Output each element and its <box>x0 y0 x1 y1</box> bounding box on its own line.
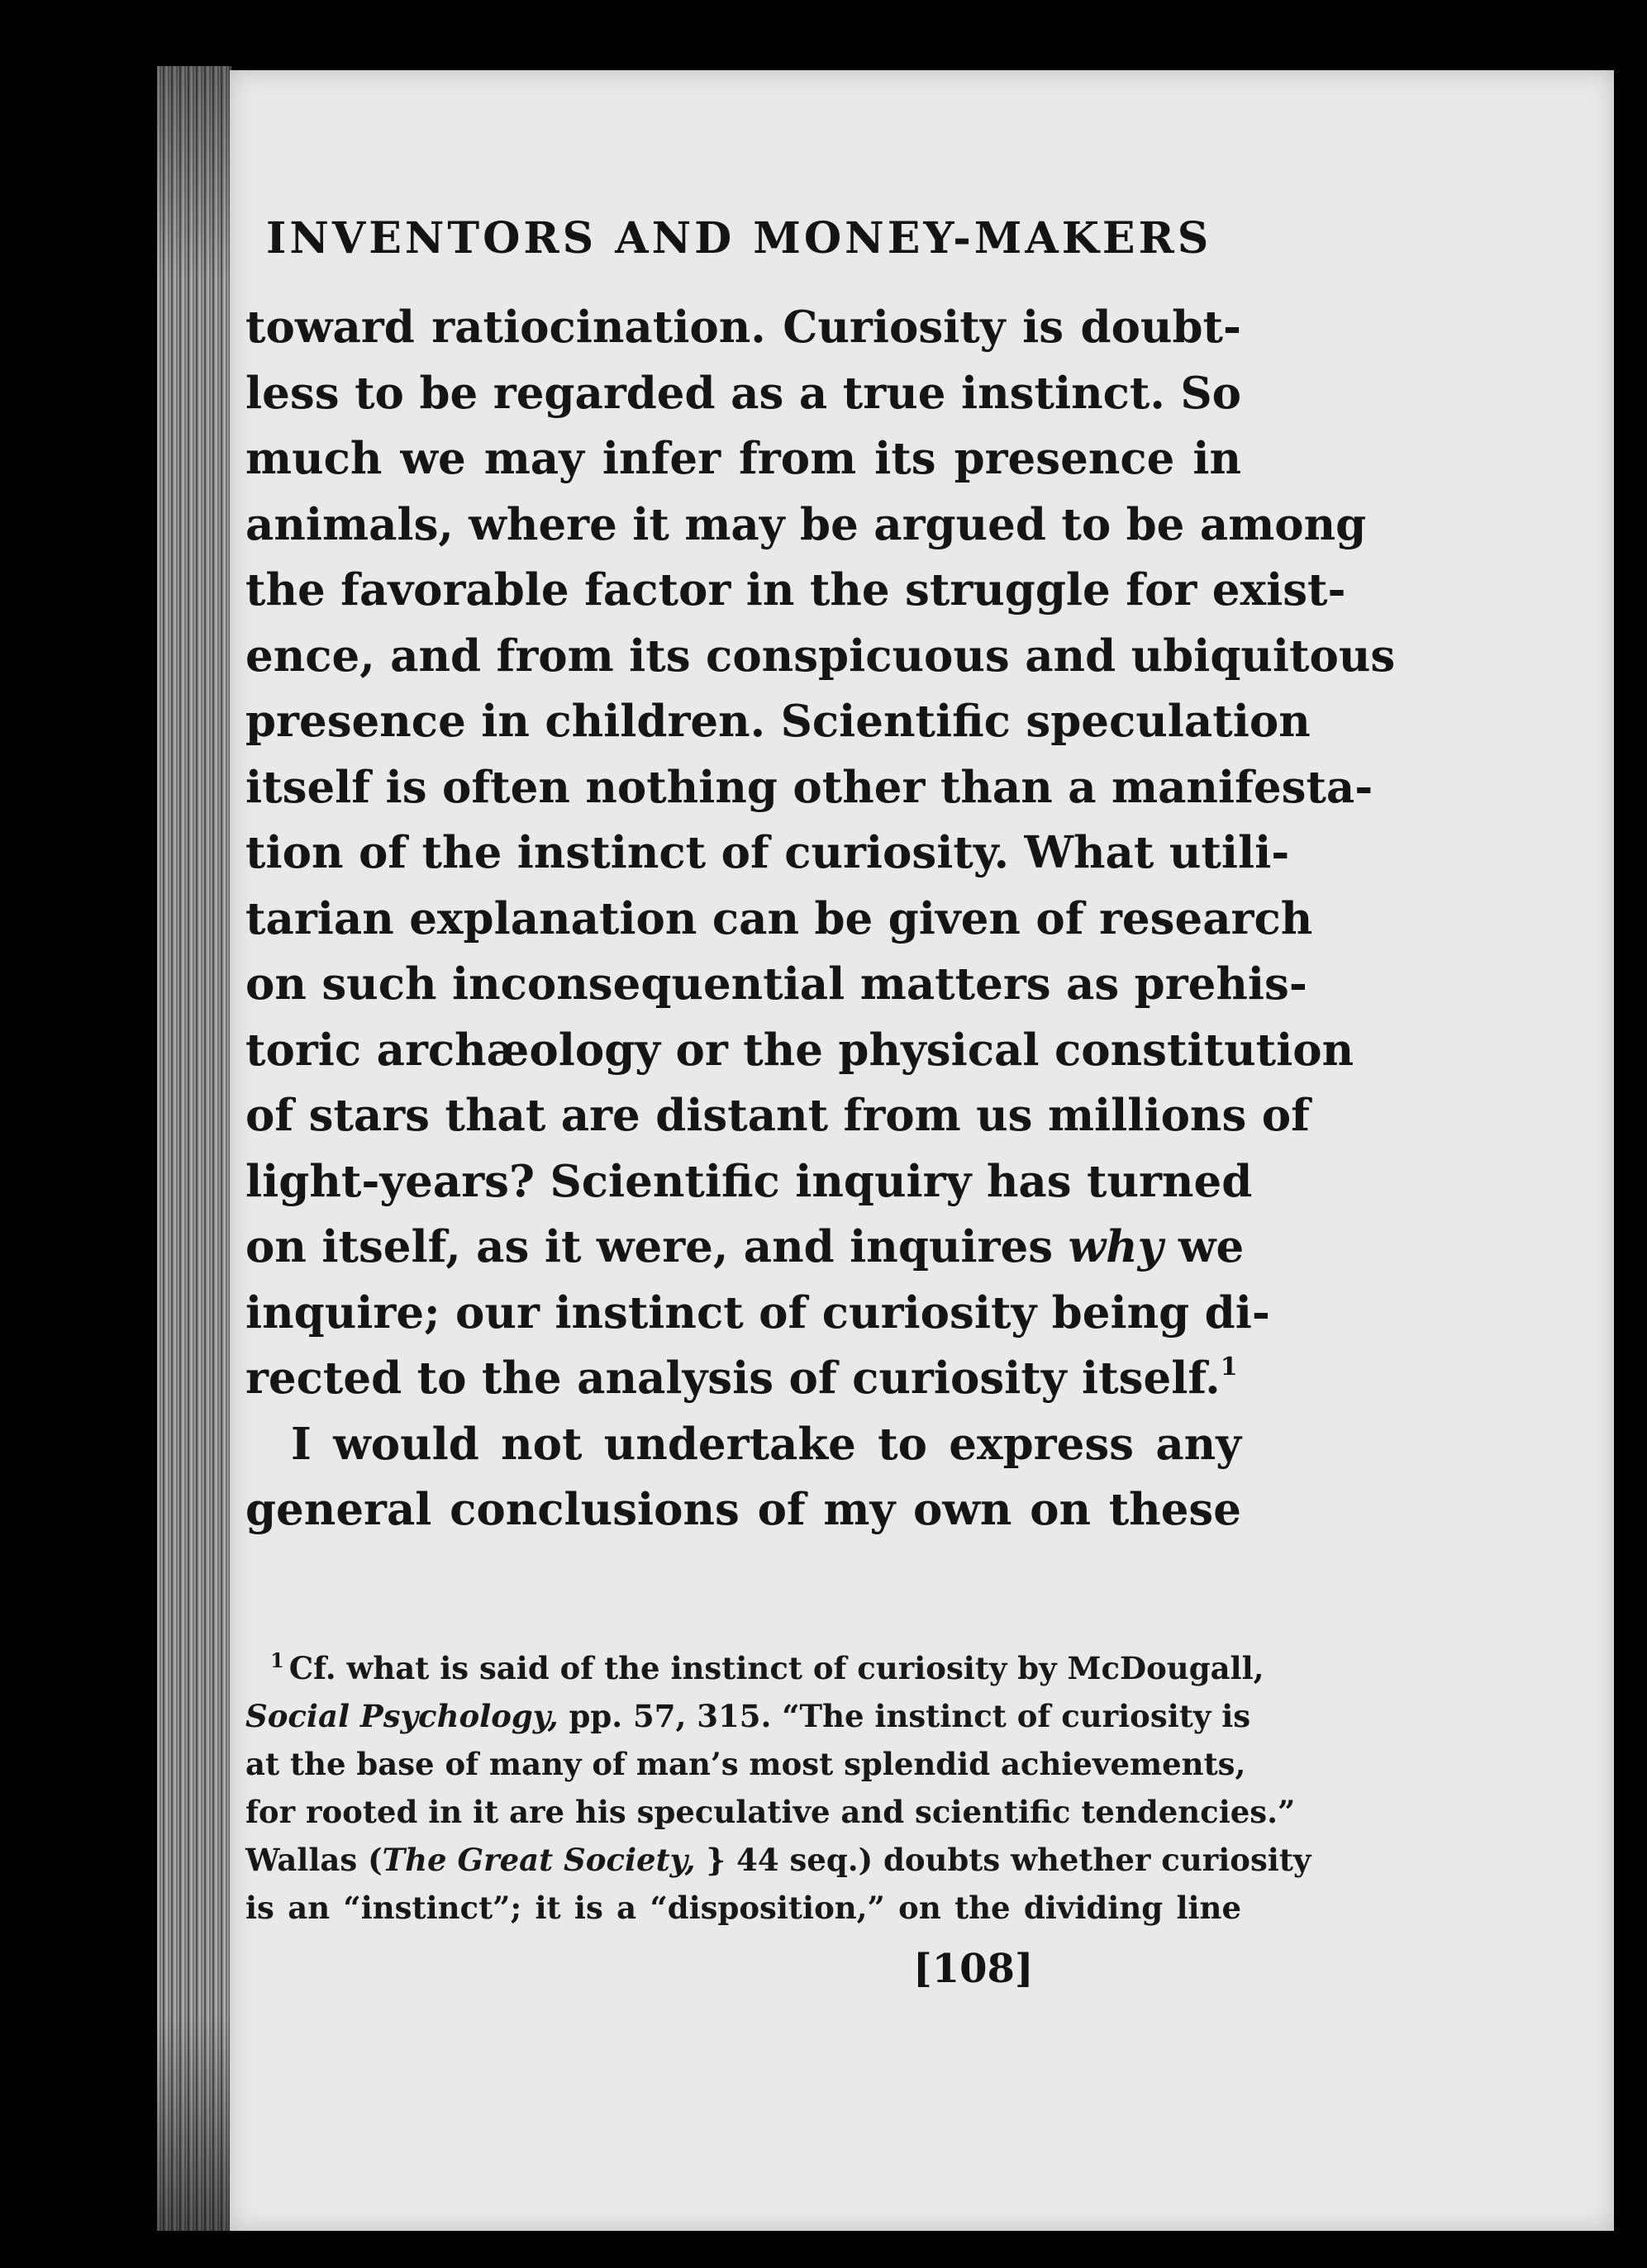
body-line: light-years? Scientific inquiry has turned <box>245 1155 1253 1207</box>
body-line: on such inconsequential matters as prehis- <box>245 958 1307 1010</box>
body-line: ence, and from its conspicuous and ubiquitous <box>245 630 1396 682</box>
footnote-italic-title: The Great Society, <box>382 1842 696 1878</box>
body-line: less to be regarded as a true instinct. So <box>245 367 1241 419</box>
paragraph-start-line: I would not undertake to express any <box>291 1418 1241 1470</box>
body-line-with-italic <box>245 1215 1245 1281</box>
running-head: INVENTORS AND MONEY-MAKERS <box>266 213 1212 264</box>
body-line: the favorable factor in the struggle for exist- <box>245 564 1346 616</box>
footnote <box>245 1644 1311 1932</box>
footnote-italic-title: Social Psychology, <box>245 1698 559 1734</box>
footnote-text-run: pp. 57, 315. “The instinct of curiosity is <box>569 1698 1251 1734</box>
body-line: general conclusions of my own on these <box>245 1484 1241 1535</box>
body-text-run: rected to the analysis of curiosity itself. <box>245 1353 1221 1404</box>
body-line: presence in children. Scientific speculation <box>245 696 1311 747</box>
footnote-number: 1 <box>270 1648 284 1672</box>
footnote-text-run: } 44 seq.) doubts whether curiosity <box>706 1842 1311 1878</box>
body-text <box>245 295 1396 1543</box>
body-text-run: we <box>1178 1221 1245 1272</box>
footnote-line <box>245 1644 1264 1692</box>
footnote-line <box>245 1836 1311 1884</box>
body-line-with-footnote-ref <box>245 1346 1241 1412</box>
page-number: [108] <box>913 1946 1034 1992</box>
body-line: tion of the instinct of curiosity. What utili- <box>245 827 1290 878</box>
footnote-text-run: Wallas ( <box>245 1842 383 1878</box>
footnote-line: for rooted in it are his speculative and scientific tendencies.” <box>245 1794 1296 1830</box>
body-text-run: on itself, as it were, and inquires <box>245 1221 1054 1272</box>
footnote-line: is an “instinct”; it is a “disposition,” on the dividing line <box>245 1890 1241 1926</box>
page-fore-edge <box>157 66 231 2231</box>
body-line: inquire; our instinct of curiosity being di- <box>245 1286 1270 1338</box>
body-line: animals, where it may be argued to be among <box>245 498 1367 550</box>
body-line: itself is often nothing other than a manifesta- <box>245 761 1373 813</box>
footnote-reference: 1 <box>1220 1353 1238 1381</box>
body-line: tarian explanation can be given of research <box>245 892 1313 944</box>
italic-emphasis: why <box>1068 1221 1164 1272</box>
footnote-line: at the base of many of man’s most splendid achievements, <box>245 1746 1246 1782</box>
body-line: much we may infer from its presence in <box>245 433 1241 484</box>
footnote-line <box>245 1692 1251 1740</box>
footnote-text-run: Cf. what is said of the instinct of curiosity by McDougall, <box>288 1650 1264 1686</box>
body-line: toric archæology or the physical constitution <box>245 1024 1354 1076</box>
body-line: toward ratiocination. Curiosity is doubt- <box>245 302 1241 353</box>
body-line: of stars that are distant from us millions of <box>245 1090 1310 1141</box>
